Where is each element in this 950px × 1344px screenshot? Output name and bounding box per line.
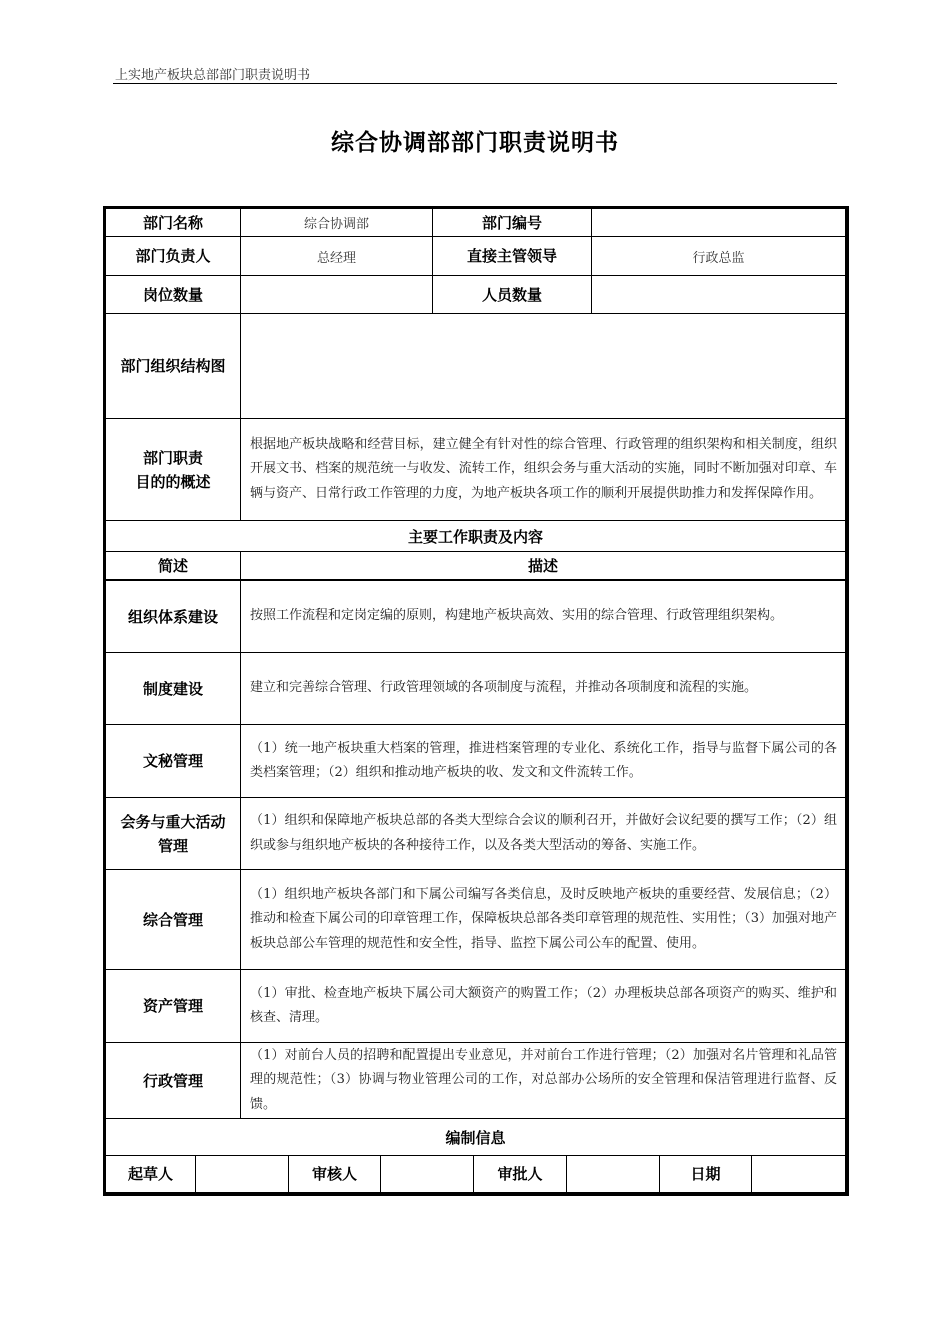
document-title: 综合协调部部门职责说明书 [331,130,619,156]
duty-name-meetings [105,797,241,870]
duty-name-general: 综合管理 [105,869,241,970]
col-desc-header: 描述 [240,551,846,581]
date-label: 日期 [659,1155,752,1193]
purpose-text: 根据地产板块战略和经营目标，建立健全有针对性的综合管理、行政管理的组织架构和相关制度，组织开展文书、档案的规范统一与收发、流转工作，组织会务与重大活动的实施，同时不断加强对印章、车辆与资产、日常行政工作管理的力度，为地产板块各项工作的顺利开展提供助推力和发挥保障作用。 [240,418,846,521]
duty-desc-meetings: （1）组织和保障地产板块总部的各类大型综合会议的顺利召开，并做好会议纪要的撰写工作；（2）组织或参与组织地产板块的各种接待工作，以及各类大型活动的筹备、实施工作。 [240,797,846,870]
duty-name-meetings-line2: 管理 [157,836,188,855]
col-summary-header: 简述 [105,551,241,581]
duty-desc-assets: （1）审批、检查地产板块下属公司大额资产的购置工作；（2）办理板块总部各项资产的购买、维护和核查、清理。 [240,969,846,1043]
duty-name-org-system: 组织体系建设 [105,580,241,653]
duty-name-secretarial: 文秘管理 [105,724,241,798]
duty-name-admin: 行政管理 [105,1042,241,1119]
purpose-label [105,418,241,521]
staff-count-value [591,275,846,314]
duty-desc-secretarial: （1）统一地产板块重大档案的管理，推进档案管理的专业化、系统化工作，指导与监督下属公司的各类档案管理；（2）组织和推动地产板块的收、发文和文件流转工作。 [240,724,846,798]
positions-count-label: 岗位数量 [105,275,241,314]
purpose-label-line2: 目的的概述 [135,472,211,491]
duty-desc-general: （1）组织地产板块各部门和下属公司编写各类信息，及时反映地产板块的重要经营、发展信息；（2）推动和检查下属公司的印章管理工作，保障板块总部各类印章管理的规范性、实用性；（3）加强对地产板块总部公车管理的规范性和安全性，指导、监控下属公司公车的配置、使用。 [240,869,846,970]
duties-section-title: 主要工作职责及内容 [105,520,846,552]
org-chart-area [240,313,846,419]
reviewer-value [380,1155,474,1193]
dept-code-label: 部门编号 [432,208,592,237]
reviewer-label: 审核人 [288,1155,381,1193]
supervisor-value: 行政总监 [591,236,846,276]
dept-code-value [591,208,846,237]
duty-desc-admin: （1）对前台人员的招聘和配置提出专业意见，并对前台工作进行管理；（2）加强对名片管理和礼品管理的规范性；（3）协调与物业管理公司的工作，对总部办公场所的安全管理和保洁管理进行监督、反馈。 [240,1042,846,1119]
compile-section-title: 编制信息 [105,1118,846,1156]
dept-name-value: 综合协调部 [240,208,433,237]
approver-value [566,1155,660,1193]
approver-label: 审批人 [473,1155,567,1193]
drafter-value [195,1155,289,1193]
staff-count-label: 人员数量 [432,275,592,314]
duty-name-assets: 资产管理 [105,969,241,1043]
duty-desc-org-system: 按照工作流程和定岗定编的原则，构建地产板块高效、实用的综合管理、行政管理组织架构。 [240,580,846,653]
dept-head-label: 部门负责人 [105,236,241,276]
duty-name-meetings-line1: 会务与重大活动 [120,812,226,831]
purpose-label-line1: 部门职责 [142,448,203,467]
page-header-text: 上实地产板块总部部门职责说明书 [115,68,311,83]
drafter-label: 起草人 [105,1155,196,1193]
duty-desc-policy: 建立和完善综合管理、行政管理领域的各项制度与流程，并推动各项制度和流程的实施。 [240,652,846,725]
dept-name-label: 部门名称 [105,208,241,237]
org-chart-label: 部门组织结构图 [105,313,241,419]
header-divider [113,83,837,84]
date-value [751,1155,846,1193]
dept-head-value: 总经理 [240,236,433,276]
positions-count-value [240,275,433,314]
duty-name-policy: 制度建设 [105,652,241,725]
supervisor-label: 直接主管领导 [432,236,592,276]
